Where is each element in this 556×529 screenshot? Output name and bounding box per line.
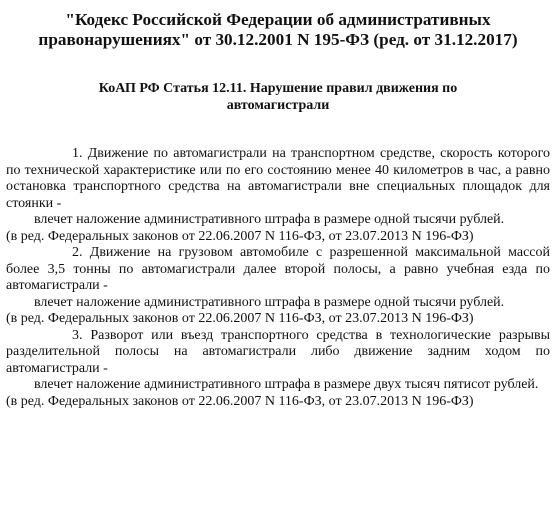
part-penalty: влечет наложение административного штрафа в размере одной тысячи рублей. <box>34 294 505 310</box>
part-edition-note: (в ред. Федеральных законов от 22.06.2007 N 116-ФЗ, от 23.07.2013 N 196-ФЗ) <box>6 228 474 244</box>
article-content <box>6 146 550 410</box>
part-text: 1. Движение по автомагистрали на транспортном средстве, скорость которого по технической характеристике или по его состоянию менее 40 километров в час, а равно остановка транспортного средства на автомагистрали вне специальных площадок для стоянки - <box>6 146 550 211</box>
article-part-3 <box>6 328 550 411</box>
part-penalty: влечет наложение административного штрафа в размере двух тысяч пятисот рублей. <box>34 377 539 392</box>
article-part-2 <box>6 245 550 328</box>
part-edition-note: (в ред. Федеральных законов от 22.06.2007 N 116-ФЗ, от 23.07.2013 N 196-ФЗ) <box>6 393 474 409</box>
part-edition-note: (в ред. Федеральных законов от 22.06.2007 N 116-ФЗ, от 23.07.2013 N 196-ФЗ) <box>6 311 474 326</box>
part-text: 2. Движение на грузовом автомобиле с разрешенной максимальной массой более 3,5 тонны по автомагистрали далее второй полосы, а равно учебная езда по автомагистрали - <box>6 245 550 293</box>
document-title: "Кодекс Российской Федерации об административных правонарушениях" от 30.12.2001 N 195-ФЗ (ред. от 31.12.2017) <box>38 10 518 49</box>
part-penalty: влечет наложение административного штрафа в размере одной тысячи рублей. <box>34 212 505 227</box>
part-text: 3. Разворот или въезд транспортного средства в технологические разрывы разделительной полосы на автомагистрали либо движение задним ходом по автомагистрали - <box>6 327 550 376</box>
article-part-1 <box>6 146 550 245</box>
article-title: КоАП РФ Статья 12.11. Нарушение правил движения по автомагистрали <box>98 81 458 113</box>
